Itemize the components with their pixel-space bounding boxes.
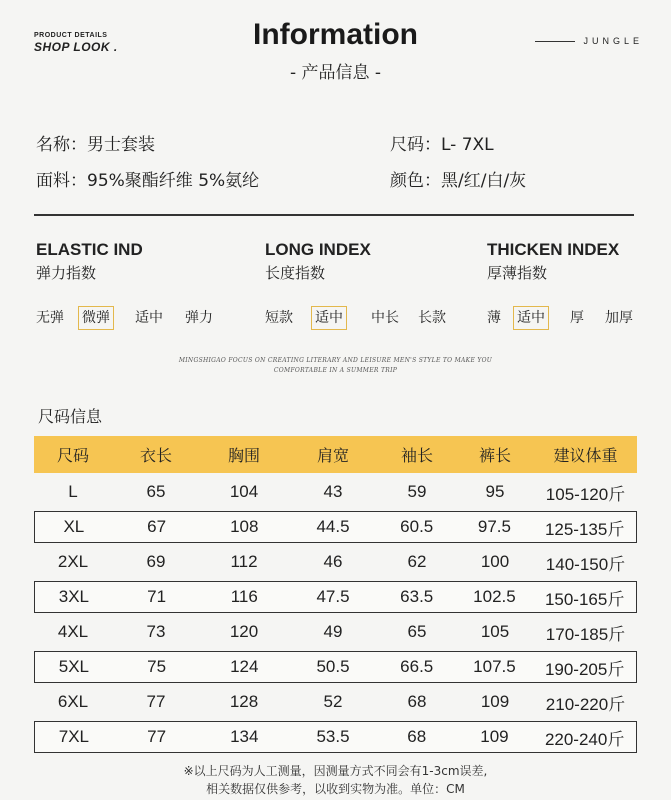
info-name: 名称：男士套装: [36, 135, 155, 155]
table-cell: 134: [230, 727, 259, 746]
header-cell: 尺码: [56, 446, 89, 465]
table-cell: 60.5: [400, 517, 434, 536]
table-cell: 69: [146, 552, 166, 571]
thicken-option-2: 厚: [570, 310, 584, 326]
header-cell: 袖长: [400, 446, 433, 465]
table-cell: 220-240斤: [544, 729, 625, 749]
table-cell: 65: [407, 622, 427, 641]
table-cell: 116: [230, 587, 258, 606]
elastic-option-3: 弹力: [185, 310, 213, 326]
table-cell: 4XL: [57, 622, 89, 641]
measurement-note-1: ※以上尺码为人工测量，因测量方式不同会有1-3cm误差,: [183, 764, 488, 778]
table-cell: 107.5: [473, 657, 516, 676]
table-cell: 77: [146, 692, 166, 711]
size-table: [34, 436, 637, 756]
table-cell: 140-150斤: [545, 554, 626, 574]
header-cell: 肩宽: [316, 446, 349, 465]
table-cell: 50.5: [316, 657, 350, 676]
long-option-0: 短款: [265, 310, 293, 326]
table-cell: 47.5: [316, 587, 350, 606]
jungle-text: JUNGLE: [583, 36, 643, 46]
header-cell: 裤长: [478, 446, 511, 465]
table-row: [34, 721, 637, 753]
table-cell: 77: [147, 727, 167, 746]
jungle-mark: [535, 36, 643, 46]
measurement-note-2: 相关数据仅供参考，以收到实物为准。单位：CM: [206, 782, 465, 796]
table-cell: 67: [147, 517, 167, 536]
table-cell: XL: [63, 517, 85, 536]
table-cell: 112: [230, 552, 258, 571]
table-cell: 105-120斤: [545, 484, 626, 504]
tagline-line-2: COMFORTABLE IN A SUMMER TRIP: [273, 367, 398, 374]
table-row: [34, 546, 637, 578]
header-cell: 建议体重: [553, 446, 618, 465]
elastic-option-1: 微弹: [78, 306, 114, 330]
table-cell: 65: [146, 482, 166, 501]
long-option-3: 长款: [418, 310, 446, 326]
table-cell: 108: [230, 517, 259, 536]
table-cell: 62: [407, 552, 427, 571]
header-cell: 胸围: [227, 446, 260, 465]
page-title: Information: [253, 18, 418, 51]
jungle-line: [535, 41, 575, 42]
table-cell: 170-185斤: [545, 624, 626, 644]
table-cell: 71: [147, 587, 167, 606]
info-fabric: 面料：95%聚酯纤维 5%氨纶: [36, 171, 260, 191]
thicken-option-0: 薄: [487, 310, 501, 326]
table-cell: 128: [229, 692, 259, 711]
table-cell: 49: [323, 622, 343, 641]
table-cell: 2XL: [57, 552, 89, 571]
table-cell: 190-205斤: [544, 659, 625, 679]
table-cell: 109: [480, 727, 509, 746]
table-cell: 53.5: [316, 727, 350, 746]
page-subtitle: - 产品信息 -: [289, 63, 382, 83]
table-row: [34, 581, 637, 613]
elastic-option-2: 适中: [135, 310, 163, 326]
table-cell: 95: [485, 482, 505, 501]
table-cell: 5XL: [58, 657, 89, 676]
table-cell: 102.5: [473, 587, 516, 606]
section-divider: [34, 214, 634, 216]
table-row: [34, 686, 637, 718]
size-table-title: 尺码信息: [38, 407, 103, 426]
table-cell: 75: [147, 657, 167, 676]
table-row: [34, 476, 637, 508]
table-cell: 120: [229, 622, 259, 641]
table-cell: L: [68, 482, 78, 501]
table-cell: 210-220斤: [545, 694, 626, 714]
table-row: [34, 651, 637, 683]
long-index-subtitle: 长度指数: [265, 264, 326, 282]
size-table-header: [34, 436, 637, 473]
table-cell: 66.5: [400, 657, 434, 676]
thicken-option-1: 适中: [513, 306, 549, 330]
table-cell: 63.5: [400, 587, 434, 606]
thicken-option-3: 加厚: [605, 310, 633, 326]
brand-small-text: PRODUCT DETAILS: [34, 32, 108, 39]
table-cell: 105: [480, 622, 510, 641]
table-cell: 6XL: [57, 692, 89, 711]
table-cell: 150-165斤: [544, 589, 625, 609]
table-cell: 124: [230, 657, 259, 676]
table-cell: 68: [407, 692, 427, 711]
brand-big-text: SHOP LOOK .: [34, 40, 118, 54]
elastic-index-title: ELASTIC IND: [36, 240, 143, 259]
table-cell: 59: [407, 482, 427, 501]
table-cell: 68: [407, 727, 427, 746]
thicken-index-subtitle: 厚薄指数: [487, 264, 548, 282]
table-cell: 97.5: [477, 517, 511, 536]
table-cell: 73: [146, 622, 166, 641]
table-cell: 46: [323, 552, 343, 571]
table-row: [34, 616, 637, 648]
elastic-index-subtitle: 弹力指数: [36, 264, 97, 282]
table-cell: 7XL: [58, 727, 89, 746]
header-cell: 衣长: [139, 446, 172, 465]
table-cell: 43: [323, 482, 343, 501]
table-cell: 109: [480, 692, 510, 711]
thicken-index-title: THICKEN INDEX: [487, 240, 620, 259]
table-cell: 100: [480, 552, 510, 571]
table-cell: 104: [229, 482, 259, 501]
table-row: [34, 511, 637, 543]
table-cell: 125-135斤: [544, 519, 625, 539]
info-color: 颜色：黑/红/白/灰: [390, 171, 527, 191]
table-cell: 52: [323, 692, 343, 711]
long-option-2: 中长: [371, 310, 399, 326]
info-size: 尺码：L- 7XL: [390, 135, 494, 155]
elastic-option-0: 无弹: [36, 310, 64, 326]
long-option-1: 适中: [311, 306, 347, 330]
table-cell: 3XL: [58, 587, 89, 606]
long-index-title: LONG INDEX: [265, 240, 371, 259]
tagline: [0, 356, 671, 376]
table-cell: 44.5: [316, 517, 350, 536]
tagline-line-1: MINGSHIGAO FOCUS ON CREATING LITERARY AND LEISURE MEN'S STYLE TO MAKE YOU: [178, 357, 493, 364]
